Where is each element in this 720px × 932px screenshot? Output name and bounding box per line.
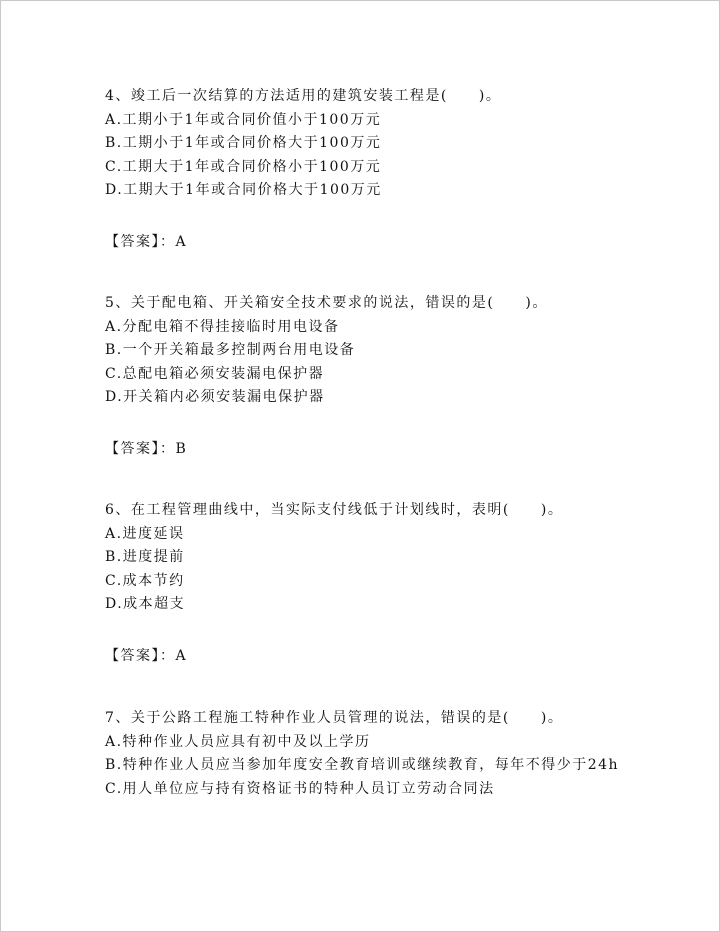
option-b: B.进度提前 [105, 549, 185, 565]
question-stem: 4、竣工后一次结算的方法适用的建筑安装工程是( )。 [105, 88, 502, 104]
option-a: A.特种作业人员应具有初中及以上学历 [105, 733, 371, 750]
option-a: A.分配电箱不得挂接临时用电设备 [105, 318, 340, 335]
question-stem: 5、关于配电箱、开关箱安全技术要求的说法，错误的是( )。 [105, 295, 548, 311]
question-6 [105, 499, 625, 668]
option-d: D.成本超支 [105, 596, 186, 612]
question-5 [105, 292, 625, 461]
option-d: D.工期大于1年或合同价格大于100万元 [105, 182, 382, 198]
answer-label: 【答案】：B [105, 440, 188, 457]
option-a: A.进度延误 [105, 525, 185, 542]
option-a: A.工期小于1年或合同价值小于100万元 [105, 111, 382, 128]
option-d: D.开关箱内必须安装漏电保护器 [105, 389, 325, 405]
answer-label: 【答案】：A [105, 233, 188, 250]
question-stem: 6、在工程管理曲线中，当实际支付线低于计划线时，表明( )。 [105, 502, 564, 518]
option-c: C.总配电箱必须安装漏电保护器 [105, 365, 325, 382]
option-c: C.用人单位应与持有资格证书的特种人员订立劳动合同法 [105, 780, 495, 797]
answer-label: 【答案】：A [105, 647, 188, 664]
option-b: B.工期小于1年或合同价格大于100万元 [105, 135, 382, 151]
option-c: C.工期大于1年或合同价格小于100万元 [105, 158, 382, 175]
question-4 [105, 85, 625, 254]
question-7 [105, 707, 625, 801]
question-stem: 7、关于公路工程施工特种作业人员管理的说法，错误的是( )。 [105, 710, 564, 726]
option-b: B.一个开关箱最多控制两台用电设备 [105, 342, 356, 358]
option-c: C.成本节约 [105, 572, 185, 589]
option-b: B.特种作业人员应当参加年度安全教育培训或继续教育，每年不得少于24h [105, 757, 620, 773]
